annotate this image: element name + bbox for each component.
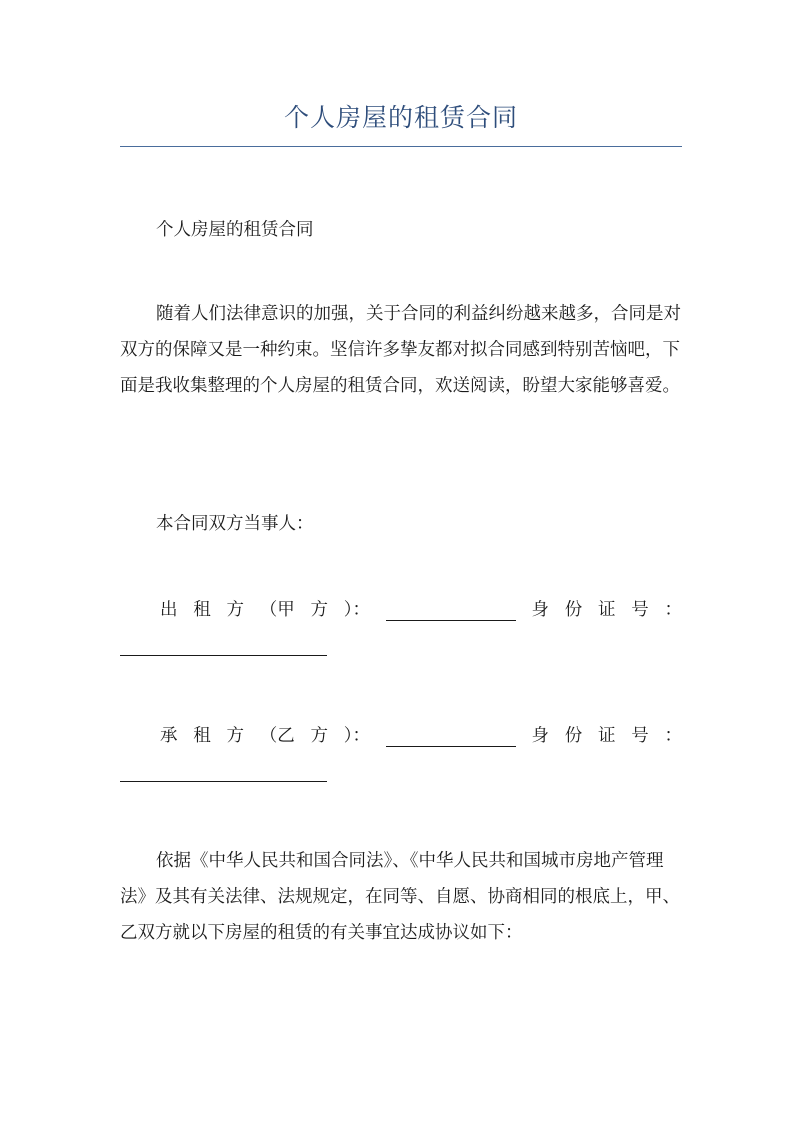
lessee-char: （乙 [259,726,295,746]
lessor-char: 租 [193,600,211,620]
lessee-char: 号 [631,726,649,746]
lessor-char: 份 [564,600,583,620]
lessor-char: （甲 [259,600,295,620]
document-heading: 个人房屋的租赁合同 [156,220,314,240]
intro-paragraph: 随着人们法律意识的加强，关于合同的利益纠纷越来越多，合同是对双方的保障又是一种约束。坚信许多挚友都对拟合同感到特别苦恼吧，下面是我收集整理的个人房屋的租赁合同，欢送阅读，盼望大家能够喜爱。 [120,304,681,396]
lessor-char: 方 [310,600,328,620]
lessee-name-blank[interactable] [386,728,516,747]
lessor-id-blank[interactable] [120,655,327,656]
lessor-char: 证 [598,600,616,620]
document-title: 个人房屋的租赁合同 [283,103,518,132]
lessee-char: 方 [226,726,244,746]
lessee-char: 证 [598,726,616,746]
basis-paragraph: 依据《中华人民共和国合同法》、《中华人民共和国城市房地产管理法》及其有关法律、法规规定，在同等、自愿、协商相同的根底上，甲、乙双方就以下房屋的租赁的有关事宜达成协议如下： [120,851,680,943]
lessee-char: 份 [564,726,583,746]
parties-intro: 本合同双方当事人： [156,514,314,534]
lessee-char: 身 [531,726,549,746]
lessor-char: ： [664,600,682,620]
lessor-char: 号 [631,600,649,620]
title-divider [120,146,682,147]
lessee-char: ： [664,726,682,746]
lessee-char: ）： [343,726,370,746]
lessor-char: 出 [160,600,178,620]
lessor-row [160,596,682,621]
lessee-char: 租 [193,726,211,746]
lessee-row [160,722,682,747]
lessor-char: ）： [343,600,370,620]
lessee-char: 方 [310,726,328,746]
lessee-id-blank[interactable] [120,781,327,782]
lessor-char: 方 [226,600,244,620]
lessor-name-blank[interactable] [386,602,516,621]
lessee-char: 承 [160,726,178,746]
lessor-char: 身 [531,600,549,620]
